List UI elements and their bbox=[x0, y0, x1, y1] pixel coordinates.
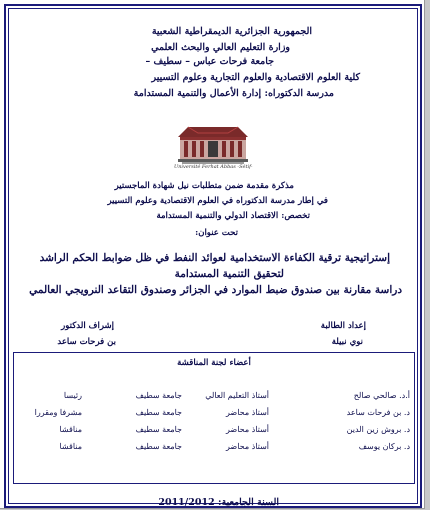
committee-title: أعضاء لجنة المناقشة bbox=[177, 358, 251, 368]
ministry-name: وزارة التعليم العالي والبحث العلمي bbox=[151, 42, 290, 53]
supervisor-label: إشراف الدكتور bbox=[61, 321, 114, 331]
university-name: جامعة فرحات عباس – سطيف – bbox=[145, 56, 274, 67]
doctoral-school: مدرسة الدكتوراه: إدارة الأعمال والتنمية المستدامة bbox=[133, 88, 334, 99]
member-name: د. بركان يوسف bbox=[358, 442, 410, 451]
student-label: إعداد الطالبة bbox=[320, 321, 366, 331]
member-name: د. بروش زين الدين bbox=[346, 425, 410, 434]
republic-name: الجمهورية الجزائرية الديمقراطية الشعبية bbox=[151, 26, 312, 37]
member-rank: أستاذ التعليم العالي bbox=[205, 391, 269, 400]
thesis-title-line-2: لتحقيق التنمية المستدامة bbox=[174, 268, 284, 280]
student-name: نوي نبيلة bbox=[331, 337, 363, 347]
logo-caption: Université Ferhat Abbas -Sétif- bbox=[174, 164, 253, 170]
member-name: د. بن فرحات ساعد bbox=[346, 408, 410, 417]
specialization: تخصص: الاقتصاد الدولي والتنمية المستدامة bbox=[156, 211, 310, 221]
committee-row bbox=[14, 391, 414, 404]
member-university: جامعة سطيف bbox=[135, 425, 182, 434]
member-name: أ.د. صالحي صالح bbox=[353, 391, 410, 400]
committee-box bbox=[13, 352, 415, 484]
academic-year: السنة الجامعية: 2011/2012 bbox=[158, 497, 279, 508]
memo-line-2: في إطار مدرسة الدكتوراه في العلوم الاقتصادية وعلوم التسيير bbox=[107, 196, 328, 206]
member-university: جامعة سطيف bbox=[135, 408, 182, 417]
member-university: جامعة سطيف bbox=[135, 442, 182, 451]
member-role: مناقشا bbox=[59, 442, 82, 451]
faculty-name: كلية العلوم الاقتصادية والعلوم التجارية وعلوم التسيير bbox=[151, 72, 360, 83]
memo-line-1: مذكرة مقدمة ضمن متطلبات نيل شهادة الماجستير bbox=[114, 181, 294, 191]
member-rank: أستاذ محاضر bbox=[226, 408, 269, 417]
university-logo bbox=[174, 123, 252, 173]
under-title-label: تحت عنوان: bbox=[195, 228, 238, 238]
supervisor-name: بن فرحات ساعد bbox=[57, 337, 116, 347]
committee-row bbox=[14, 408, 414, 421]
thesis-subtitle: دراسة مقارنة بين صندوق ضبط الموارد في الجزائر وصندوق التقاعد النرويجي العالمي bbox=[29, 284, 402, 296]
member-rank: أستاذ محاضر bbox=[226, 442, 269, 451]
committee-row bbox=[14, 425, 414, 438]
thesis-title-line-1: إستراتيجية ترقية الكفاءة الاستخدامية لعوائد النفط في ظل ضوابط الحكم الراشد bbox=[39, 252, 390, 264]
committee-row bbox=[14, 442, 414, 455]
member-rank: أستاذ محاضر bbox=[226, 425, 269, 434]
member-role: مناقشا bbox=[59, 425, 82, 434]
member-role: مشرفا ومقررا bbox=[34, 408, 82, 417]
member-role: رئيسا bbox=[63, 391, 82, 400]
member-university: جامعة سطيف bbox=[135, 391, 182, 400]
